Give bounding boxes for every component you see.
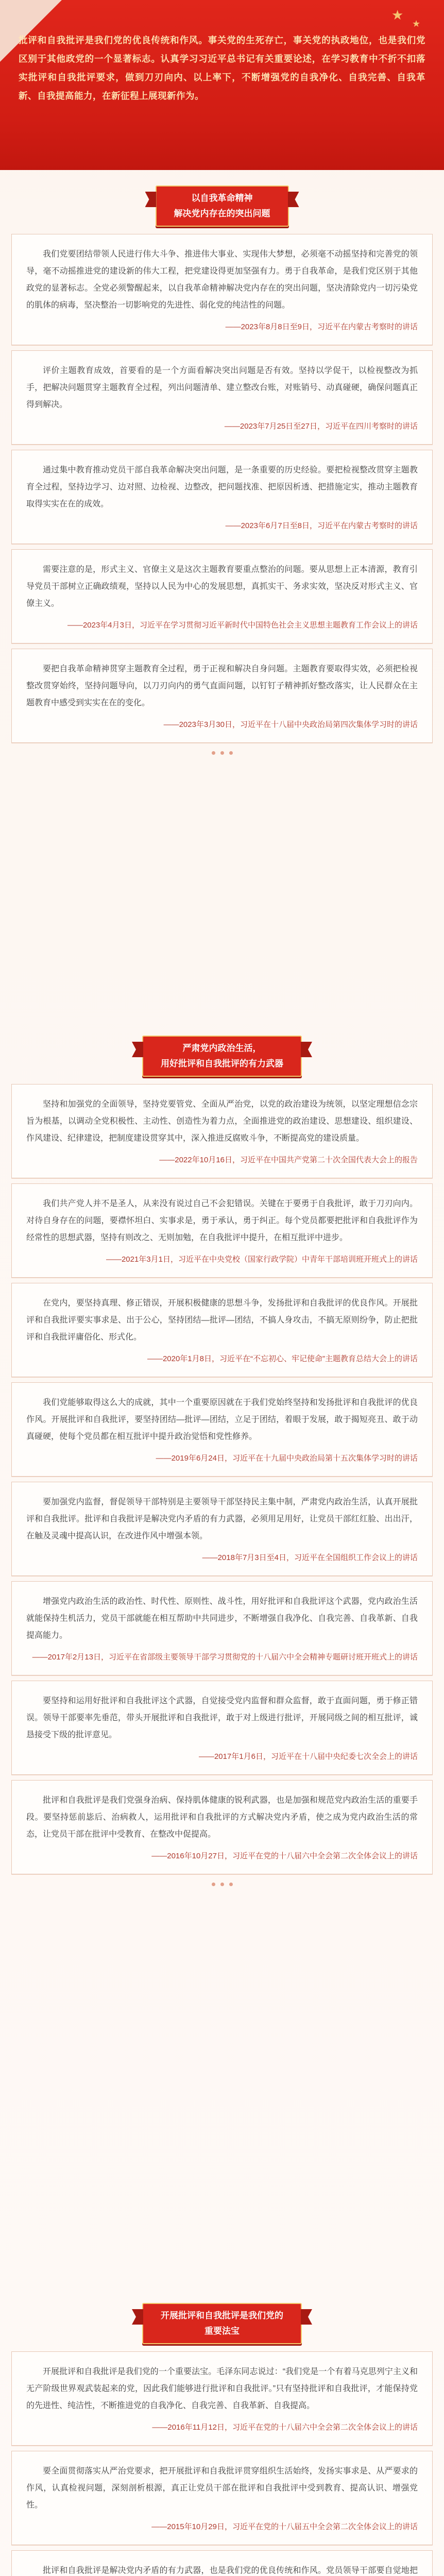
quote-text: 要全面贯彻落实从严治党要求，把开展批评和自我批评贯穿组织生活始终，发扬实事求是、从严要求的作风，认真检视问题，深刻剖析根源，真正让党员干部在批评和自我批评中受到教育、提高认识、增强党性。 [26,2467,418,2510]
quote-text: 增强党内政治生活的政治性、时代性、原则性、战斗性，用好批评和自我批评这个武器，党内政治生活就能保持生机活力，党员干部就能在相互帮助中共同进步，不断增强自我净化、自我完善、自我革新、自我提高能力。 [26,1597,418,1640]
section-3-title-line2: 重要法宝 [204,2326,240,2336]
star-icon: ★ [391,7,404,23]
quote-source: ——2023年3月30日，习近平在十八届中央政治局第四次集体学习时的讲话 [163,720,418,729]
quote-card [11,649,433,743]
quote-text: 要把自我革命精神贯穿主题教育全过程，勇于正视和解决自身问题。主题教育要取得实效，必须把检视整改贯穿始终，坚持问题导向，以刀刃向内的勇气直面问题，以钉钉子精神抓好整改落实，让人民群众在主题教育中感受到实实在在的变化。 [26,665,418,707]
section-3-title-line1: 开展批评和自我批评是我们党的 [161,2311,283,2320]
quote-card [11,234,433,345]
star-icon: ★ [412,19,421,29]
hero-banner [0,0,444,170]
section-divider [11,751,433,755]
section-2-title-line1: 严肃党内政治生活， [182,1043,262,1053]
quote-source: ——2022年10月16日，习近平在中国共产党第二十次全国代表大会上的报告 [159,1156,418,1164]
section-2 [11,1036,433,1886]
quote-text: 我们党要团结带领人民进行伟大斗争、推进伟大事业、实现伟大梦想，必须毫不动摇坚持和完善党的领导，毫不动摇推进党的建设新的伟大工程，把党建设得更加坚强有力。勇于自我革命，是我们党区别于其他政党的显著标志。全党必须警醒起来，以自我革命精神解决党内存在的突出问题，坚决清除党内一切污染党的肌体的病毒，坚决整治一切影响党的先进性、弱化党的纯洁性的问题。 [26,250,418,310]
section-1-header [11,185,433,227]
quote-card [11,1581,433,1675]
section-2-title-line2: 用好批评和自我批评的有力武器 [161,1059,283,1069]
quote-text: 批评和自我批评是我们党强身治病、保持肌体健康的锐利武器，也是加强和规范党内政治生活的重要手段。要坚持惩前毖后、治病救人，运用批评和自我批评的方式解决党内矛盾，使之成为党内政治生活的常态，让党员干部在批评中受教育、在整改中促提高。 [26,1796,418,1839]
section-3-header [11,2303,433,2344]
quote-text: 评价主题教育成效，首要看的是一个方面看解决突出问题是否有效。坚持以学促干，以检视整改为抓手，把解决问题贯穿主题教育全过程，列出问题清单、建立整改台账，对账销号、动真碰硬，确保问题真正得到解决。 [26,366,418,409]
section-1-ribbon [156,185,289,227]
quote-source: ——2023年7月25日至27日，习近平在四川考察时的讲话 [224,422,418,431]
quote-card [11,2451,433,2545]
quote-text: 在党内，要坚持真理、修正错误，开展积极健康的思想斗争，发扬批评和自我批评的优良作风。开展批评和自我批评要实事求是、出于公心，坚持团结—批评—团结，不搞人身攻击，不搞无原则纷争，防止把批评和自我批评庸俗化、形式化。 [26,1299,418,1342]
section-1 [11,185,433,755]
hero-intro-text: 批评和自我批评是我们党的优良传统和作风。事关党的生死存亡，事关党的执政地位，也是我们党区别于其他政党的一个显著标志。认真学习习近平总书记有关重要论述，在学习教育中不折不扣落实批评和自我批评要求，做到刀刃向内、以上率下，不断增强党的自我净化、自我完善、自我革新、自我提高能力，在新征程上展现新作为。 [19,35,425,101]
quote-card [11,350,433,445]
quote-source: ——2020年1月8日，习近平在“不忘初心、牢记使命”主题教育总结大会上的讲话 [147,1354,418,1363]
quote-text: 我们党能够取得这么大的成就，其中一个重要原因就在于我们党始终坚持和发扬批评和自我批评的优良作风。开展批评和自我批评，要坚持团结—批评—团结，立足于团结，着眼于发展，敢于揭短亮丑、敢于动真碰硬，使每个党员都在相互批评中提升政治觉悟和党性修养。 [26,1398,418,1441]
quote-source: ——2016年10月27日，习近平在党的十八届六中全会第二次全体会议上的讲话 [151,1852,418,1860]
quote-card [11,1183,433,1278]
quote-text: 需要注意的是，形式主义、官僚主义是这次主题教育要重点整治的问题。要从思想上正本清源，教育引导党员干部树立正确政绩观，坚持以人民为中心的发展思想，真抓实干、务求实效，坚决反对形式主义、官僚主义。 [26,565,418,608]
quote-text: 要加强党内监督，督促领导干部特别是主要领导干部坚持民主集中制，严肃党内政治生活，认真开展批评和自我批评。批评和自我批评是解决党内矛盾的有力武器，必须用足用好，让党员干部红红脸、出出汗，在触及灵魂中提高认识，在改进作风中增强本领。 [26,1498,418,1540]
quote-source: ——2017年2月13日，习近平在省部级主要领导干部学习贯彻党的十八届六中全会精神专题研讨班开班式上的讲话 [32,1653,418,1662]
section-3 [11,2303,433,2576]
section-divider [11,1883,433,1886]
quote-text: 坚持和加强党的全面领导，坚持党要管党、全面从严治党，以党的政治建设为统领，以坚定理想信念宗旨为根基，以调动全党积极性、主动性、创造性为着力点，全面推进党的政治建设、思想建设、组织建设、作风建设、纪律建设，把制度建设贯穿其中，深入推进反腐败斗争，不断提高党的建设质量。 [26,1100,418,1143]
quote-card [11,1283,433,1377]
quote-text: 批评和自我批评是解决党内矛盾的有力武器，也是我们党的优良传统和作风。党员领导干部要自觉地把 [43,2566,418,2575]
section-2-ribbon [142,1036,302,1077]
section-3-ribbon [142,2303,302,2344]
quote-text: 通过集中教育推动党员干部自我革命解决突出问题，是一条重要的历史经验。要把检视整改贯穿主题教育全过程，坚持边学习、边对照、边检视、边整改，把问题找准、把原因析透、把措施定实，推动主题教育取得实实在在的成效。 [26,466,418,509]
quote-card [11,1482,433,1576]
quote-card [11,2550,433,2576]
quote-source: ——2023年8月8日至9日，习近平在内蒙古考察时的讲话 [225,323,418,331]
quote-source: ——2015年10月29日，习近平在党的十八届五中全会第二次全体会议上的讲话 [151,2522,418,2531]
section-1-title-line1: 以自我革命精神 [191,193,253,203]
quote-card [11,549,433,643]
quote-text: 开展批评和自我批评是我们党的一个重要法宝。毛泽东同志说过：“我们党是一个有着马克思列宁主义和无产阶级世界观武装起来的党，因此我们能够进行批评和自我批评。”只有坚持批评和自我批评，才能保持党的先进性、纯洁性，不断推进党的自我净化、自我完善、自我革新、自我提高。 [26,2367,418,2410]
quote-source: ——2021年3月1日，习近平在中央党校（国家行政学院）中青年干部培训班开班式上的讲话 [106,1255,418,1264]
quote-source: ——2016年11月12日，习近平在党的十八届六中全会第二次全体会议上的讲话 [152,2423,418,2432]
quote-card [11,1681,433,1775]
quote-source: ——2019年6月24日，习近平在十九届中央政治局第十五次集体学习时的讲话 [156,1454,418,1463]
quote-card [11,2351,433,2446]
quote-card [11,1084,433,1178]
quote-card [11,450,433,544]
quote-source: ——2017年1月6日，习近平在十八届中央纪委七次全会上的讲话 [198,1752,418,1761]
section-2-header [11,1036,433,1077]
section-1-title-line2: 解决党内存在的突出问题 [174,209,270,218]
quote-source: ——2023年6月7日至8日，习近平在内蒙古考察时的讲话 [225,521,418,530]
quote-text: 要坚持和运用好批评和自我批评这个武器，自觉接受党内监督和群众监督，敢于直面问题，勇于修正错误。领导干部要率先垂范，带头开展批评和自我批评，敢于对上级进行批评，开展同级之间的相互批评，诚恳接受下级的批评意见。 [26,1697,418,1739]
quote-card [11,1780,433,1874]
quote-card [11,1382,433,1477]
quote-text: 我们共产党人并不是圣人，从来没有说过自己不会犯错误。关键在于要勇于自我批评，敢于刀刃向内。对待自身存在的问题，要襟怀坦白、实事求是，勇于承认，勇于纠正。每个党员都要把批评和自我批评作为经常性的思想武器，坚持有则改之、无则加勉，在自我批评中提升，在相互批评中进步。 [26,1199,418,1242]
quote-source: ——2018年7月3日至4日，习近平在全国组织工作会议上的讲话 [202,1553,418,1562]
quote-source: ——2023年4月3日，习近平在学习贯彻习近平新时代中国特色社会主义思想主题教育工作会议上的讲话 [67,621,418,630]
